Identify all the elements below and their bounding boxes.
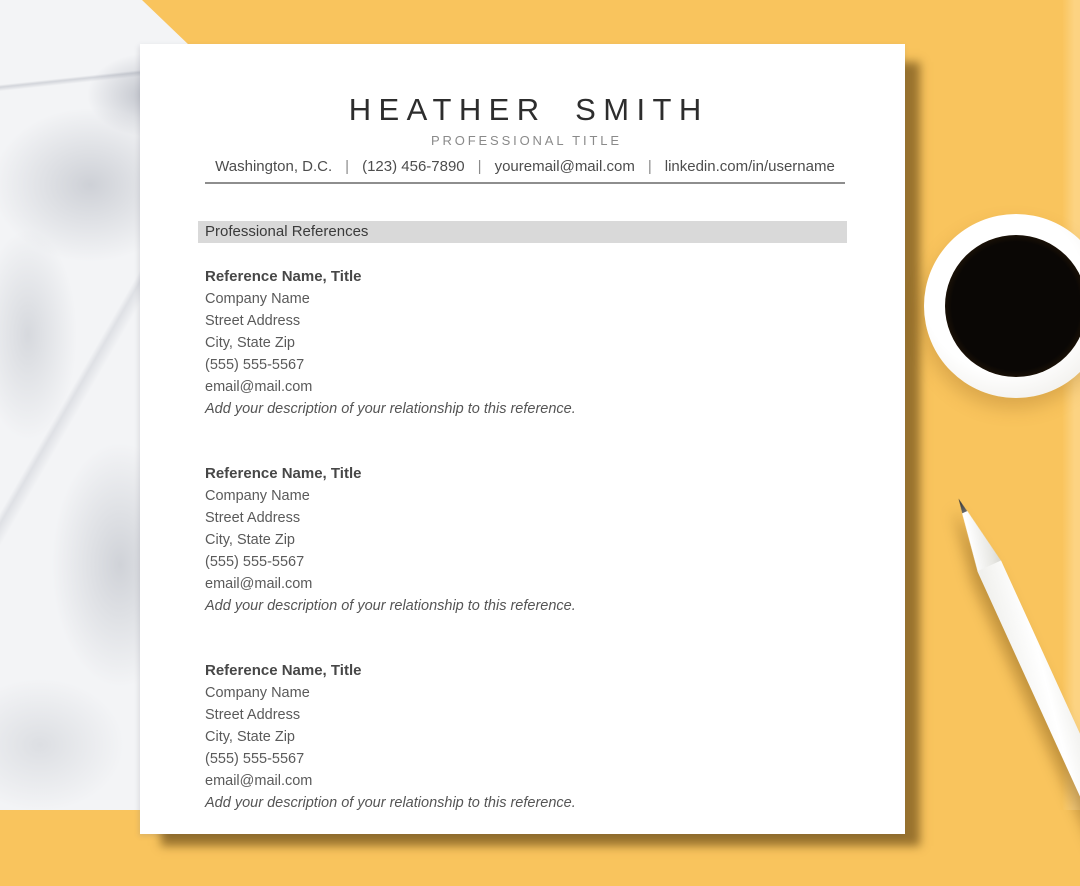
contact-line [205, 158, 845, 176]
reference-city: City, State Zip [205, 729, 295, 745]
reference-note: Add your description of your relationship to this reference. [205, 598, 576, 614]
reference-entry [205, 463, 845, 617]
reference-email: email@mail.com [205, 379, 313, 395]
reference-email: email@mail.com [205, 576, 313, 592]
reference-city: City, State Zip [205, 335, 295, 351]
reference-street: Street Address [205, 707, 301, 723]
reference-phone: (555) 555-5567 [205, 751, 305, 767]
contact-linkedin: linkedin.com/in/username [664, 158, 835, 175]
pen [947, 493, 1080, 886]
section-heading: Professional References [198, 221, 847, 243]
resume-page [140, 44, 905, 834]
reference-company: Company Name [205, 291, 310, 307]
resume-professional-title: PROFESSIONAL TITLE [430, 133, 622, 148]
contact-location: Washington, D.C. [215, 158, 333, 175]
reference-note: Add your description of your relationship to this reference. [205, 401, 576, 417]
coffee-cup [924, 214, 1080, 398]
reference-street: Street Address [205, 313, 301, 329]
contact-separator: | [647, 158, 652, 175]
contact-separator: | [345, 158, 350, 175]
contact-separator: | [477, 158, 482, 175]
reference-entry [205, 266, 845, 420]
contact-rule [205, 158, 845, 184]
reference-phone: (555) 555-5567 [205, 554, 305, 570]
reference-note: Add your description of your relationship to this reference. [205, 795, 576, 811]
reference-street: Street Address [205, 510, 301, 526]
reference-name-title: Reference Name, Title [205, 465, 362, 482]
reference-entry [205, 660, 845, 814]
resume-name: HEATHER SMITH [348, 92, 709, 127]
contact-phone: (123) 456-7890 [362, 158, 465, 175]
reference-email: email@mail.com [205, 773, 313, 789]
reference-phone: (555) 555-5567 [205, 357, 305, 373]
reference-company: Company Name [205, 685, 310, 701]
reference-name-title: Reference Name, Title [205, 662, 362, 679]
contact-email: youremail@mail.com [494, 158, 635, 175]
reference-company: Company Name [205, 488, 310, 504]
coffee-surface [945, 235, 1080, 377]
surface-edge [1062, 0, 1080, 810]
reference-city: City, State Zip [205, 532, 295, 548]
reference-name-title: Reference Name, Title [205, 268, 362, 285]
